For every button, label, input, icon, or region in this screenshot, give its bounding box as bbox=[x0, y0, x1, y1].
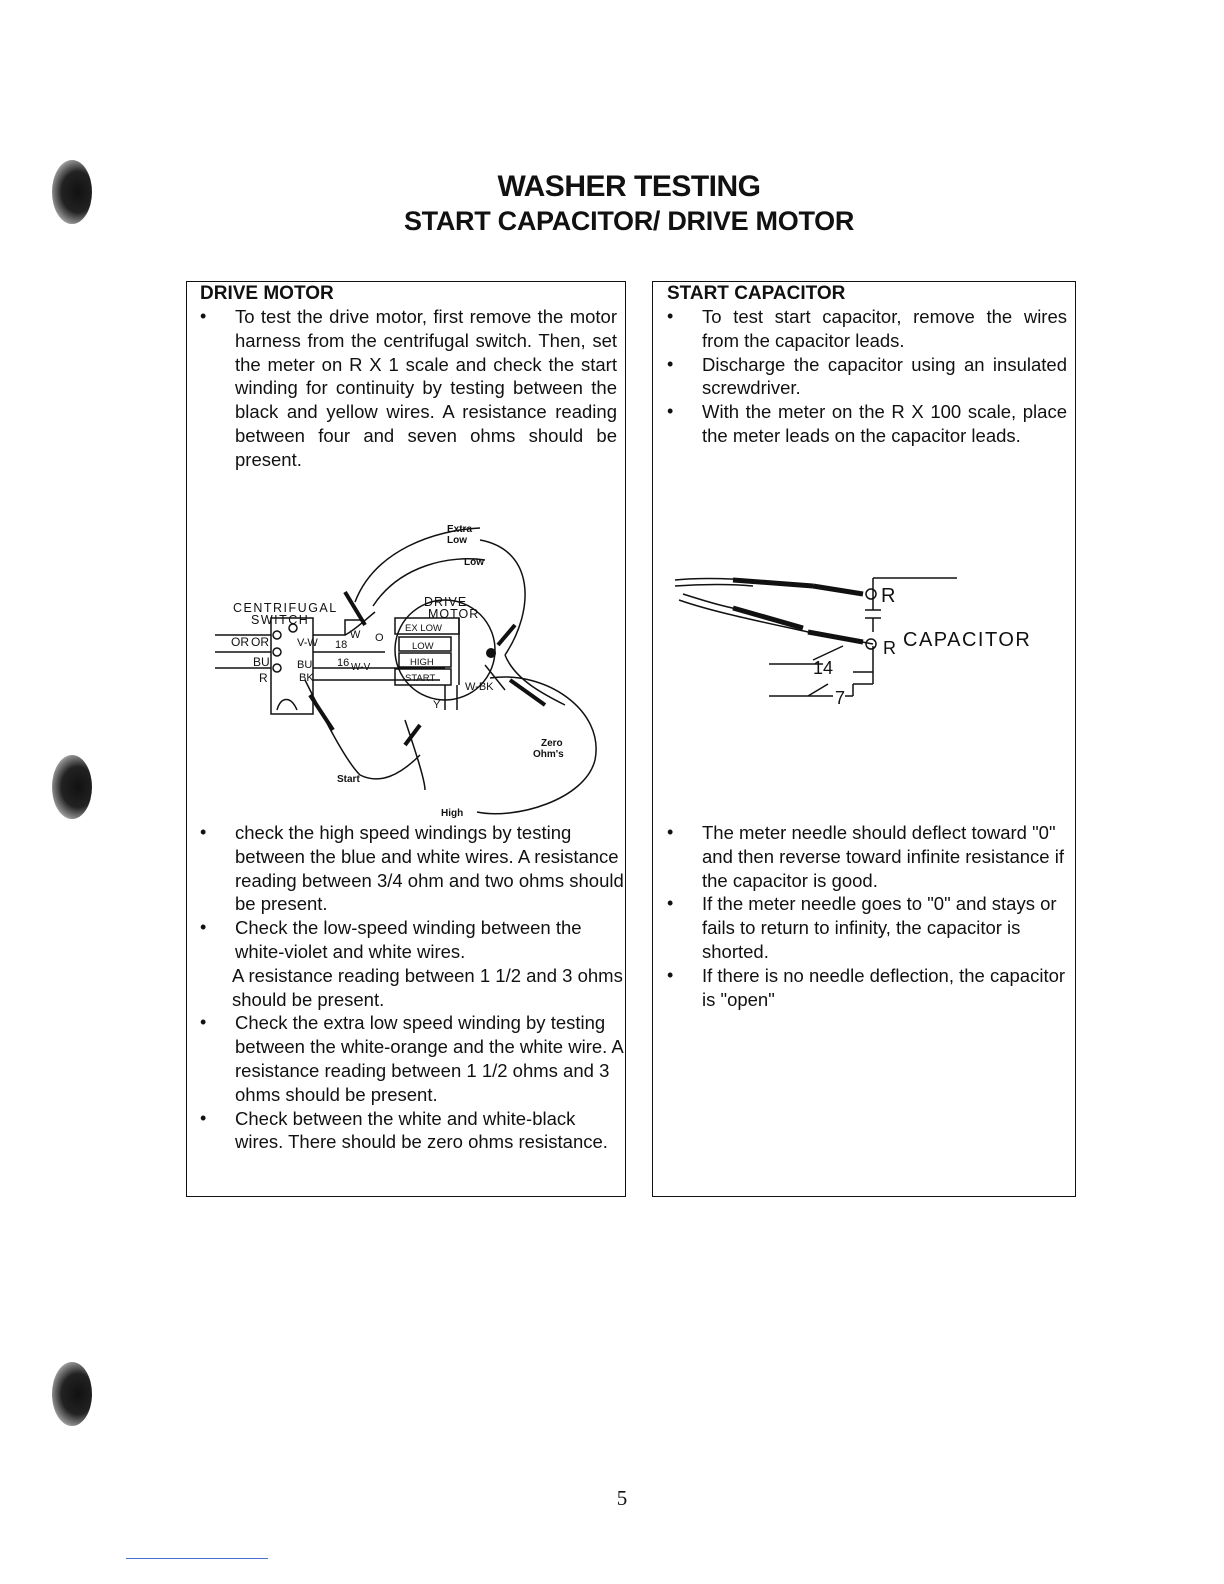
diagram-wire-o: O bbox=[375, 632, 384, 644]
capacitor-test-diagram bbox=[673, 572, 1063, 722]
start-capacitor-results-list bbox=[667, 821, 1067, 1011]
diagram-wire-bk: BK bbox=[299, 672, 314, 684]
list-item: • The meter needle should deflect toward "0" and then reverse toward infinite resistance if the capacitor is good. bbox=[667, 821, 1067, 892]
diagram-wire-bu: BU bbox=[253, 655, 270, 669]
footnote-rule bbox=[126, 1558, 268, 1559]
list-item: • Check the extra low speed winding by testing between the white-orange and the white wire. A resistance reading between 1 1/2 ohms and 3 ohms should be present. bbox=[200, 1011, 625, 1106]
diagram-label-zero: Zero bbox=[541, 738, 563, 749]
list-item: • If the meter needle goes to "0" and stays or fails to return to infinity, the capacitor is shorted. bbox=[667, 892, 1067, 963]
list-item: • To test the drive motor, first remove the motor harness from the centrifugal switch. Then, set the meter on R X 1 scale and check the start winding for continuity by testing between the black and yellow wires. A resistance reading between four and seven ohms should be present. bbox=[200, 305, 617, 472]
diagram-label-high: High bbox=[441, 808, 464, 819]
capacitor-lead-r-top: R bbox=[881, 585, 896, 607]
diagram-label-motor: MOTOR bbox=[428, 607, 480, 621]
capacitor-label: CAPACITOR bbox=[903, 629, 1032, 651]
diagram-wire-vw: V-W bbox=[297, 637, 318, 649]
diagram-box-low: LOW bbox=[412, 641, 434, 652]
diagram-label-extra-low: Low bbox=[447, 535, 467, 546]
diagram-label-extra: Extra bbox=[447, 524, 473, 535]
diagram-wire-or-2: OR bbox=[251, 635, 269, 649]
capacitor-lead-r-bottom: R bbox=[883, 638, 896, 658]
diagram-wire-w: W bbox=[350, 629, 361, 641]
diagram-num-16: 16 bbox=[337, 657, 350, 669]
diagram-label-drive: DRIVE bbox=[424, 595, 468, 609]
list-item: A resistance reading between 1 1/2 and 3 ohms should be present. bbox=[232, 964, 623, 1010]
page-title: WASHER TESTING bbox=[497, 170, 761, 203]
list-item: • Check between the white and white-black wires. There should be zero ohms resistance. bbox=[200, 1107, 625, 1155]
start-capacitor-heading: START CAPACITOR bbox=[667, 283, 846, 304]
page-subtitle: START CAPACITOR/ DRIVE MOTOR bbox=[403, 206, 855, 236]
drive-motor-intro-list bbox=[200, 305, 617, 472]
punch-hole-middle bbox=[52, 755, 92, 819]
punch-hole-bottom bbox=[52, 1362, 92, 1426]
diagram-label-centrifugal: CENTRIFUGAL bbox=[233, 601, 338, 615]
diagram-wire-bu-2: BU bbox=[297, 659, 313, 671]
diagram-wire-y: Y bbox=[433, 699, 441, 711]
capacitor-num-7: 7 bbox=[835, 688, 846, 708]
drive-motor-heading: DRIVE MOTOR bbox=[200, 283, 334, 304]
diagram-wire-or: OR bbox=[231, 635, 249, 649]
diagram-label-start: Start bbox=[337, 774, 360, 785]
list-item: • To test start capacitor, remove the wires from the capacitor leads. bbox=[667, 305, 1067, 353]
diagram-box-start: START bbox=[405, 673, 436, 684]
list-item: • check the high speed windings by testing between the blue and white wires. A resistance reading between 3/4 ohm and two ohms should be present. bbox=[200, 821, 625, 916]
drive-motor-panel bbox=[186, 281, 626, 1197]
diagram-label-ohms: Ohm's bbox=[533, 749, 564, 760]
diagram-wire-wbk: W-BK bbox=[465, 681, 494, 693]
list-item: • Check the low-speed winding between the white-violet and white wires. bbox=[200, 916, 625, 964]
diagram-wire-wv: W-V bbox=[351, 662, 371, 673]
diagram-wire-r: R bbox=[259, 671, 268, 685]
list-item: • With the meter on the R X 100 scale, place the meter leads on the capacitor leads. bbox=[667, 400, 1067, 448]
diagram-num-18: 18 bbox=[335, 639, 348, 651]
diagram-label-switch: SWITCH bbox=[251, 613, 310, 627]
diagram-box-high: HIGH bbox=[410, 657, 434, 668]
drive-motor-wiring-diagram bbox=[215, 520, 615, 820]
page-number: 5 bbox=[616, 1486, 628, 1510]
list-item: • If there is no needle deflection, the capacitor is "open" bbox=[667, 964, 1067, 1012]
start-capacitor-panel bbox=[652, 281, 1076, 1197]
diagram-box-ex-low: EX LOW bbox=[405, 623, 442, 634]
drive-motor-checks-list bbox=[200, 821, 625, 1154]
diagram-label-low: Low bbox=[464, 557, 484, 568]
list-item: • Discharge the capacitor using an insulated screwdriver. bbox=[667, 353, 1067, 401]
start-capacitor-intro-list bbox=[667, 305, 1067, 448]
capacitor-num-14: 14 bbox=[813, 658, 834, 678]
